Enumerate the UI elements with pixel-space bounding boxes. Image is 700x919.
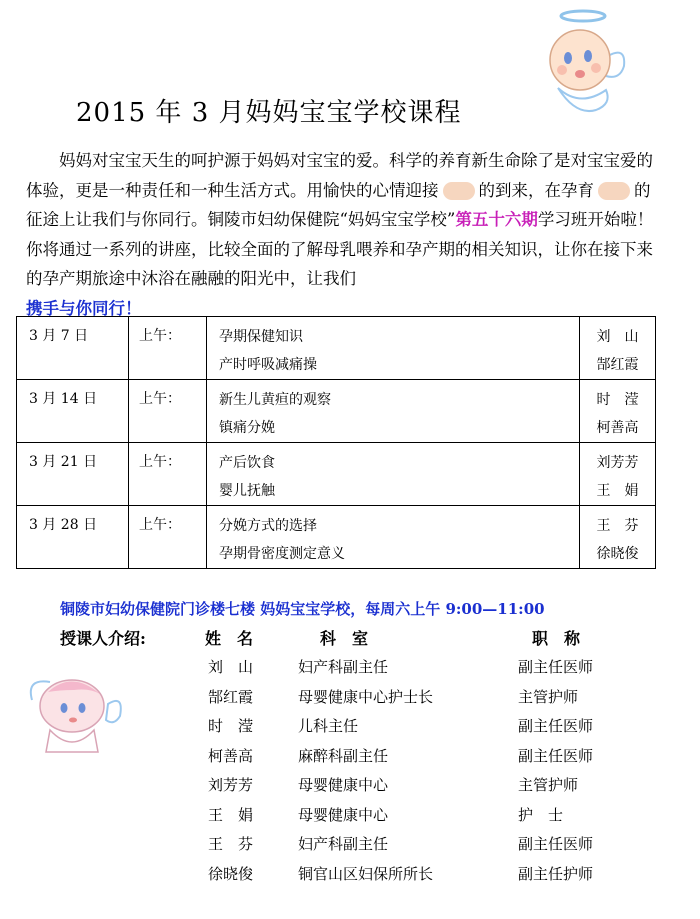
session-date: 3 月 14 日 [17,380,129,443]
teacher: 郜红霞 [596,357,639,373]
teacher: 王 芬 [596,518,639,534]
session-highlight: 第五十六期 [455,210,538,229]
session-topics [207,380,580,443]
teacher-name: 郜红霞 [208,687,254,706]
session-date: 3 月 28 日 [17,506,129,569]
list-item [190,656,650,686]
session-period: 上午： [129,443,207,506]
teacher: 刘芳芳 [596,455,639,471]
teacher-dept: 母婴健康中心 [298,776,389,794]
teacher-name: 刘芳芳 [208,776,254,794]
teacher-dept: 母婴健康中心护士长 [298,687,434,706]
session-topics [207,506,580,569]
teacher-dept: 儿科主任 [298,717,359,735]
intro-text-4: 学习班开始啦！你将通过一系列的讲座，比较全面的了解母乳喂养和孕产期的相关知识，让你在接下来的孕产期旅途中沐浴在融融的阳光中，让我们 [26,210,654,288]
teacher-name: 徐晓俊 [208,864,254,883]
teacher: 刘 山 [596,329,639,345]
page-title: 2015 年 3 月妈妈宝宝学校课程 [76,98,462,128]
teacher-dept: 妇产科副主任 [298,835,389,853]
topic: 孕期骨密度测定意义 [219,546,345,562]
teacher-title: 副主任医师 [518,658,594,676]
session-teachers [580,506,656,569]
session-teachers [580,317,656,380]
schedule-table [16,316,656,569]
teacher: 徐晓俊 [596,546,639,562]
header-name: 姓 名 [205,629,254,648]
teacher-title: 副主任医师 [518,746,594,765]
topic: 产后饮食 [219,455,275,471]
baby-face-icon [443,182,475,200]
teacher-title: 副主任医师 [518,717,594,735]
table-row [17,317,656,380]
list-item [190,833,650,863]
header-dept: 科 室 [320,629,369,648]
teacher-name: 时 滢 [208,717,254,735]
list-item [190,774,650,804]
teacher-title: 护 士 [518,805,564,824]
location-info: 铜陵市妇幼保健院门诊楼七楼 妈妈宝宝学校，每周六上午 9:00—11:00 [60,600,545,618]
angel-baby-illustration [528,6,628,116]
teacher-dept: 麻醉科副主任 [298,746,389,765]
teacher-dept: 铜官山区妇保所所长 [298,864,434,883]
topic: 新生儿黄疸的观察 [219,392,331,408]
teacher-title: 主管护师 [518,687,579,706]
session-period: 上午： [129,317,207,380]
list-item [190,804,650,834]
teacher: 王 娟 [596,483,639,499]
teacher-name: 王 娟 [208,805,254,824]
topic: 分娩方式的选择 [219,518,317,534]
list-item [190,715,650,745]
topic: 镇痛分娩 [219,420,275,436]
header-title: 职 称 [532,629,581,648]
session-period: 上午： [129,506,207,569]
teacher-title: 副主任护师 [518,864,594,883]
topic: 孕期保健知识 [219,329,303,345]
table-row [17,506,656,569]
teachers-label: 授课人介绍: [60,629,146,648]
intro-text-3: 的征途上让我们与你同行。铜陵市妇幼保健院“妈妈宝宝学校” [26,180,651,229]
table-row [17,380,656,443]
intro-text-2: 的到来，在孕育 [478,180,594,200]
session-topics [207,443,580,506]
teacher-name: 柯善高 [208,746,254,765]
list-item [190,745,650,775]
teacher-title: 副主任医师 [518,835,594,853]
teacher: 时 滢 [596,392,639,408]
intro-text-1: 妈妈对宝宝天生的呵护源于妈妈对宝宝的爱。科学的养育新生命除了是对宝宝爱的体验，更是一种责任和一种生活方式。用愉快的心情迎接 [26,151,653,200]
topic: 婴儿抚触 [219,483,275,499]
teacher-title: 主管护师 [518,776,579,794]
teacher-dept: 妇产科副主任 [298,658,389,676]
session-teachers [580,380,656,443]
teacher-roster [190,656,650,892]
session-date: 3 月 21 日 [17,443,129,506]
teacher-name: 王 芬 [208,835,254,853]
teacher: 柯善高 [596,420,639,436]
session-topics [207,317,580,380]
list-item [190,863,650,893]
session-date: 3 月 7 日 [17,317,129,380]
angel-baby-illustration [24,660,124,760]
baby-face-icon [598,182,630,200]
table-row [17,443,656,506]
closing-slogan: 携手与你同行！ [26,298,142,318]
intro-paragraph [26,146,662,323]
session-period: 上午： [129,380,207,443]
topic: 产时呼吸减痛操 [219,357,317,373]
teacher-dept: 母婴健康中心 [298,805,389,824]
teacher-name: 刘 山 [208,658,254,676]
session-teachers [580,443,656,506]
list-item [190,686,650,716]
